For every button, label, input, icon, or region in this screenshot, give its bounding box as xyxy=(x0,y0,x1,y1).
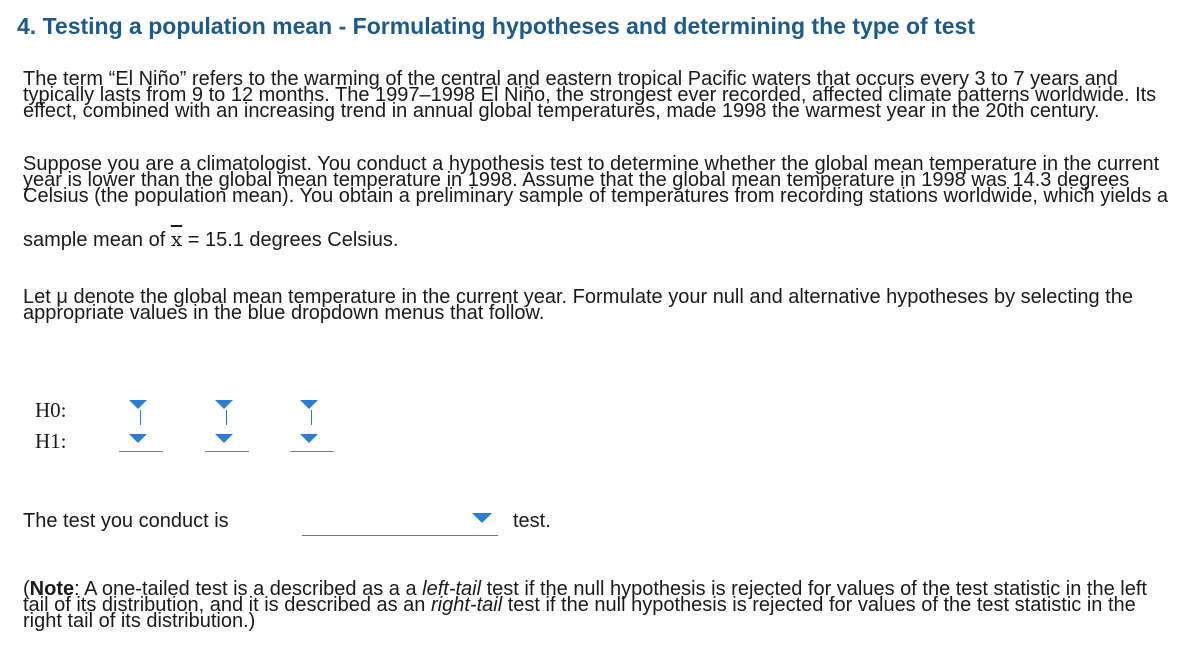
h0-parameter-dropdown[interactable] xyxy=(119,392,163,418)
chevron-down-icon xyxy=(215,400,233,409)
h1-relation-dropdown[interactable] xyxy=(205,426,249,452)
chevron-down-icon xyxy=(215,434,233,443)
dropdown-underline xyxy=(290,451,334,452)
note-label: Note xyxy=(29,578,75,600)
scenario-paragraph: Suppose you are a climatologist. You conduct a hypothesis test to determine whether the global mean temperature in the current year is lower than the global mean temperature in 1998. Assume that the global mean temperature in 1998 was 14.3 degrees Celsius (the population mean). You obtain a preliminary sample of temperatures from recording stations worldwide, which yields a xyxy=(23,153,1169,207)
sample-mean-line xyxy=(23,227,398,252)
left-tail-term: left-tail xyxy=(422,578,482,600)
chevron-down-icon xyxy=(300,400,318,409)
chevron-down-icon xyxy=(300,434,318,443)
test-type-dropdown[interactable] xyxy=(302,504,498,536)
intro-paragraph: The term “El Niño” refers to the warming of the central and eastern tropical Pacific waters that occurs every 3 to 7 years and typically lasts from 9 to 12 months. The 1997–1998 El Niño, the strongest ever recorded, affected climate patterns worldwide. Its effect, combined with an increasing trend in annual global temperatures, made 1998 the warmest year in the 20th century. xyxy=(23,68,1157,122)
h1-label: H1: xyxy=(35,429,67,453)
dropdown-underline xyxy=(205,451,249,452)
sample-mean-value: 15.1 degrees Celsius. xyxy=(204,229,399,251)
note-paragraph xyxy=(23,578,1173,632)
h0-relation-cursor xyxy=(226,410,227,425)
test-type-prefix: The test you conduct is xyxy=(23,510,229,532)
h0-parameter-cursor xyxy=(140,410,141,425)
chevron-down-icon xyxy=(472,513,492,523)
test-type-suffix: test. xyxy=(513,510,551,532)
h0-label: H0: xyxy=(35,398,67,422)
h0-relation-dropdown[interactable] xyxy=(205,392,249,418)
note-text-3: test if the null hypothesis is rejected for values of the test statistic in the right tail of its distribution.) xyxy=(23,594,1136,632)
chevron-down-icon xyxy=(129,400,147,409)
note-open: ( xyxy=(23,578,30,600)
h1-value-dropdown[interactable] xyxy=(290,426,334,452)
h0-value-dropdown[interactable] xyxy=(290,392,334,418)
chevron-down-icon xyxy=(129,434,147,443)
note-text-a: a xyxy=(399,578,423,600)
equals-sign: = xyxy=(187,229,200,251)
dropdown-underline xyxy=(119,451,163,452)
note-text-1: : A one-tailed test is a described as a xyxy=(74,578,400,600)
note-text-2: test if the null hypothesis is rejected for values of the test statistic in the left tail of its distribution, and it is described as an xyxy=(23,578,1147,616)
instruction-paragraph: Let μ denote the global mean temperature in the current year. Formulate your null and alternative hypotheses by selecting the appropriate values in the blue dropdown menus that follow. xyxy=(23,286,1133,324)
sample-mean-prefix: sample mean of xyxy=(23,229,166,251)
h0-value-cursor xyxy=(311,410,312,425)
h1-parameter-dropdown[interactable] xyxy=(119,426,163,452)
dropdown-underline xyxy=(302,535,498,536)
page-title: 4. Testing a population mean - Formulating hypotheses and determining the type of test xyxy=(17,13,975,39)
x-bar-symbol: $\overline{x}$ xyxy=(170,227,183,251)
right-tail-term: right-tail xyxy=(431,594,503,616)
